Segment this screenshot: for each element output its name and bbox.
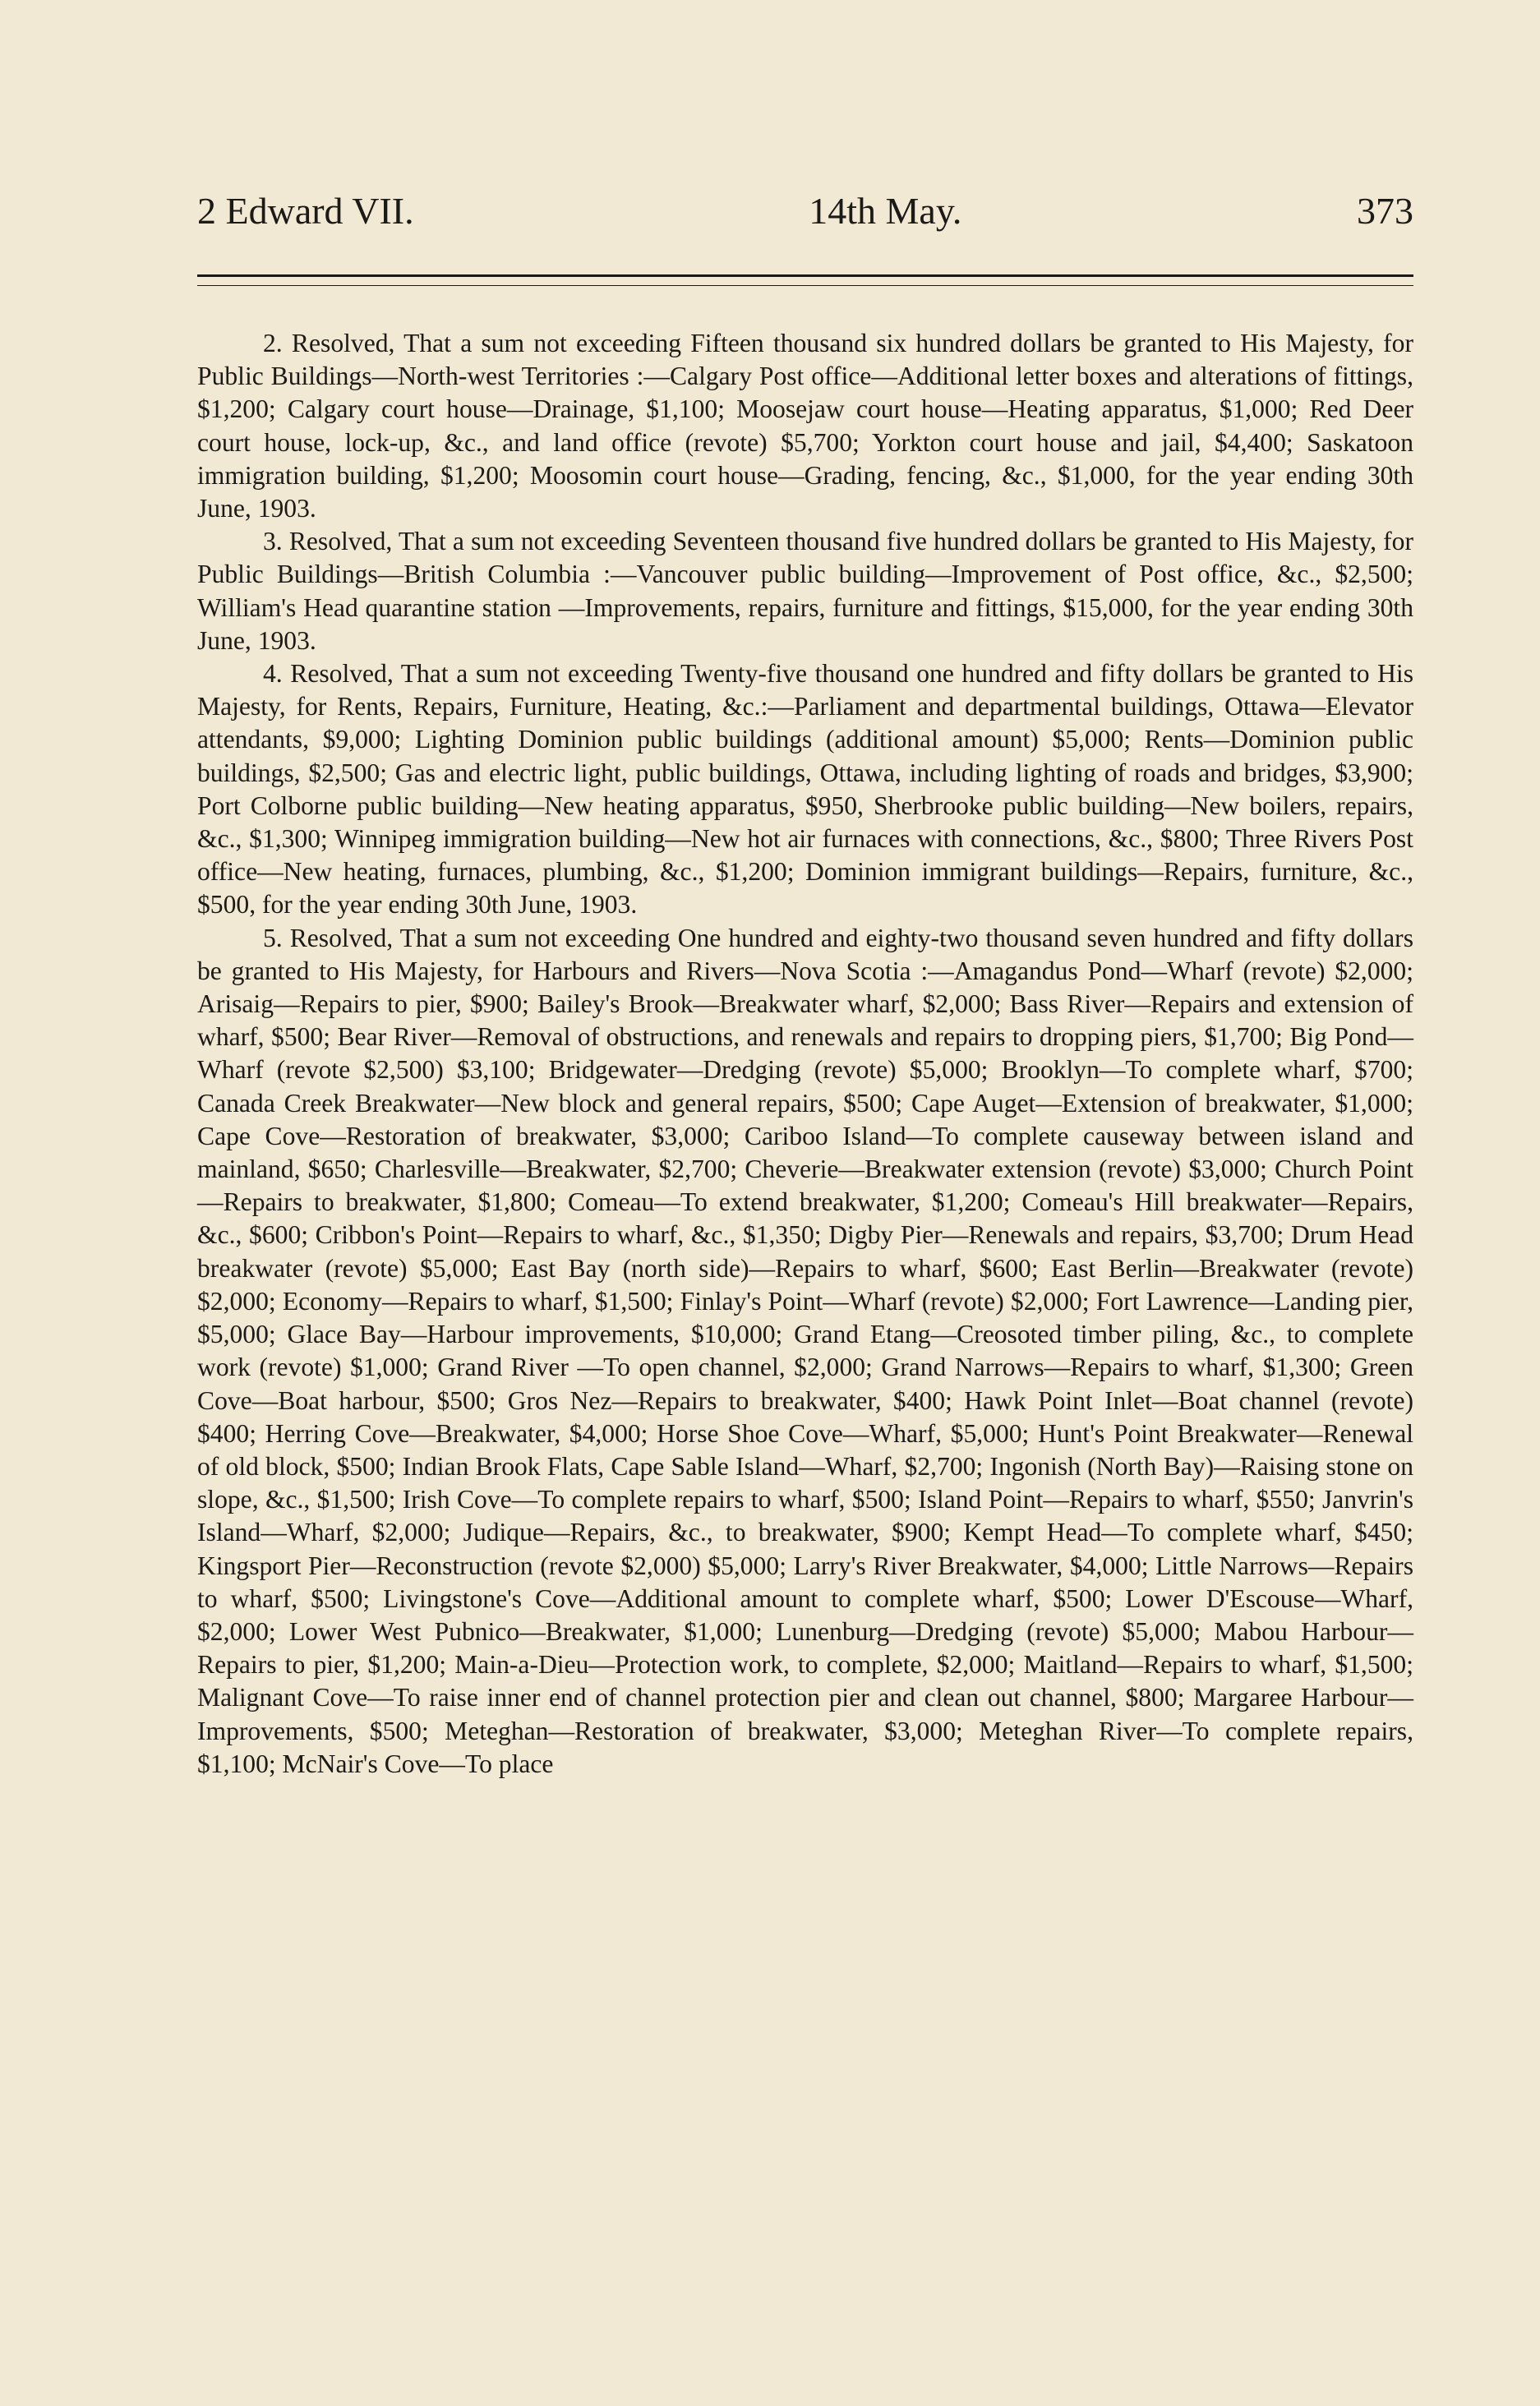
date-label: 14th May. [809, 190, 962, 232]
header-rule [197, 274, 1413, 286]
document-body [197, 327, 1413, 1781]
resolution-paragraph: 3. Resolved, That a sum not exceeding Seventeen thousand five hundred dollars be granted to His Majesty, for Public Buildings—British Columbia :—Vancouver public building—Improvement of Post office, &c., $2,500; William's Head quarantine station —Improvements, repairs, furniture and fittings, $15,000, for the year ending 30th June, 1903. [197, 527, 1413, 655]
running-header [197, 189, 1413, 247]
resolution-paragraph: 2. Resolved, That a sum not exceeding Fifteen thousand six hundred dollars be granted to His Majesty, for Public Buildings—North-west Territories :—Calgary Post office—Additional letter boxes and alterations of fittings, $1,200; Calgary court house—Drainage, $1,100; Moosejaw court house—Heating apparatus, $1,000; Red Deer court house, lock-up, &c., and land office (revote) $5,700; Yorkton court house and jail, $4,400; Saskatoon immigration building, $1,200; Moosomin court house—Grading, fencing, &c., $1,000, for the year ending 30th June, 1903. [197, 329, 1413, 523]
resolution-paragraph: 4. Resolved, That a sum not exceeding Twenty-five thousand one hundred and fifty dollars be granted to His Majesty, for Rents, Repairs, Furniture, Heating, &c.:—Parliament and departmental buildings, Ottawa—Elevator attendants, $9,000; Lighting Dominion public buildings (additional amount) $5,000; Rents—Dominion public buildings, $2,500; Gas and electric light, public buildings, Ottawa, including lighting of roads and bridges, $3,900; Port Colborne public building—New heating apparatus, $950, Sherbrooke public building—New boilers, repairs, &c., $1,300; Winnipeg immigration building—New hot air furnaces with connections, &c., $800; Three Rivers Post office—New heating, furnaces, plumbing, &c., $1,200; Dominion immigrant buildings—Repairs, furniture, &c., $500, for the year ending 30th June, 1903. [197, 659, 1413, 920]
page [197, 189, 1413, 1781]
resolution-paragraph: 5. Resolved, That a sum not exceeding One hundred and eighty-two thousand seven hundred and fifty dollars be granted to His Majesty, for Harbours and Rivers—Nova Scotia :—Amagandus Pond—Wharf (revote) $2,000; Arisaig—Repairs to pier, $900; Bailey's Brook—Breakwater wharf, $2,000; Bass River—Repairs and extension of wharf, $500; Bear River—Removal of obstructions, and renewals and repairs to dropping piers, $1,700; Big Pond—Wharf (revote $2,500) $3,100; Bridgewater—Dredging (revote) $5,000; Brooklyn—To complete wharf, $700; Canada Creek Breakwater—New block and general repairs, $500; Cape Auget—Extension of breakwater, $1,000; Cape Cove—Restoration of breakwater, $3,000; Cariboo Island—To complete causeway between island and mainland, $650; Charlesville—Breakwater, $2,700; Cheverie—Breakwater extension (revote) $3,000; Church Point—Repairs to breakwater, $1,800; Comeau—To extend breakwater, $1,200; Comeau's Hill breakwater—Repairs, &c., $600; Cribbon's Point—Repairs to wharf, &c., $1,350; Digby Pier—Renewals and repairs, $3,700; Drum Head breakwater (revote) $5,000; East Bay (north side)—Repairs to wharf, $600; East Berlin—Breakwater (revote) $2,000; Economy—Repairs to wharf, $1,500; Finlay's Point—Wharf (revote) $2,000; Fort Lawrence—Landing pier, $5,000; Glace Bay—Harbour improvements, $10,000; Grand Etang—Creosoted timber piling, &c., to complete work (revote) $1,000; Grand River —To open channel, $2,000; Grand Narrows—Repairs to wharf, $1,300; Green Cove—Boat harbour, $500; Gros Nez—Repairs to breakwater, $400; Hawk Point Inlet—Boat channel (revote) $400; Herring Cove—Breakwater, $4,000; Horse Shoe Cove—Wharf, $5,000; Hunt's Point Breakwater—Renewal of old block, $500; Indian Brook Flats, Cape Sable Island—Wharf, $2,700; Ingonish (North Bay)—Raising stone on slope, &c., $1,500; Irish Cove—To complete repairs to wharf, $500; Island Point—Repairs to wharf, $550; Janvrin's Island—Wharf, $2,000; Judique—Repairs, &c., to breakwater, $900; Kempt Head—To complete wharf, $450; Kingsport Pier—Reconstruction (revote $2,000) $5,000; Larry's River Breakwater, $4,000; Little Narrows—Repairs to wharf, $500; Livingstone's Cove—Additional amount to complete wharf, $500; Lower D'Escouse—Wharf, $2,000; Lower West Pubnico—Breakwater, $1,000; Lunenburg—Dredging (revote) $5,000; Mabou Harbour—Repairs to pier, $1,200; Main-a-Dieu—Protection work, to complete, $2,000; Maitland—Repairs to wharf, $1,500; Malignant Cove—To raise inner end of channel protection pier and clean out channel, $800; Margaree Harbour—Improvements, $500; Meteghan—Restoration of breakwater, $3,000; Meteghan River—To complete repairs, $1,100; McNair's Cove—To place [197, 923, 1413, 1778]
page-number: 373 [1357, 190, 1413, 232]
session-label: 2 Edward VII. [197, 190, 414, 232]
